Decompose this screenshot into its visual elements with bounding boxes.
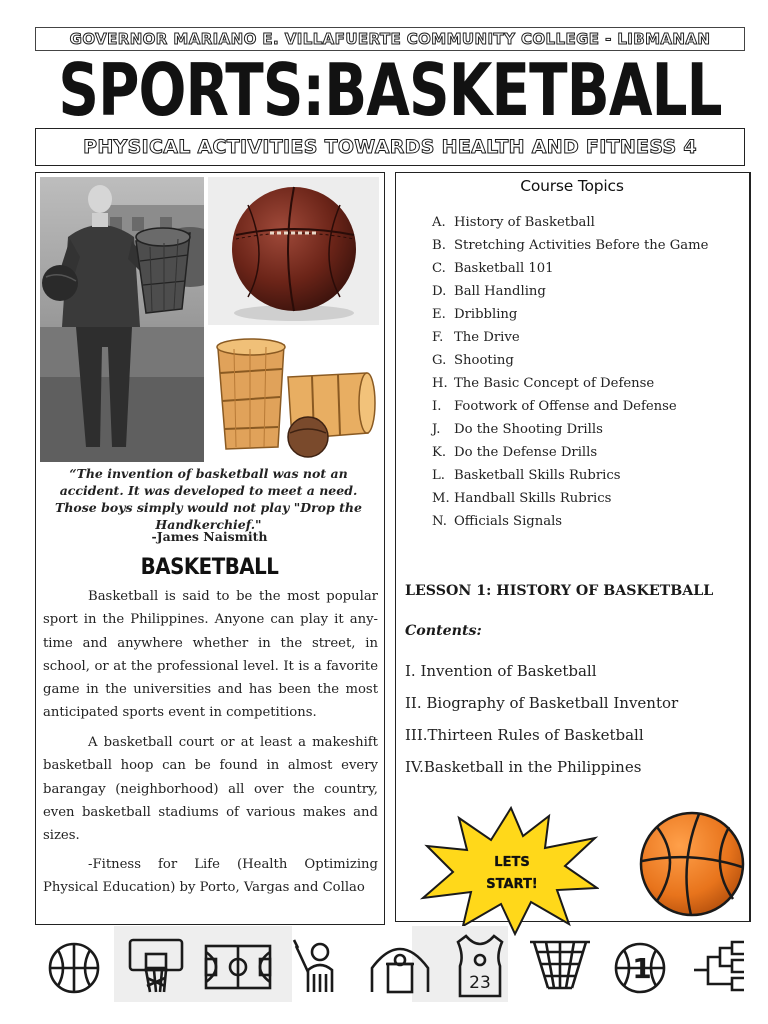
naismith-quote: “The invention of basketball was not an accident. It was developed to meet a need. Those boys simply would not play "Drop the Handkerchief." (55, 466, 362, 532)
lets-start-line2: START! (486, 877, 538, 892)
topic-item (432, 418, 708, 441)
topic-item (432, 395, 708, 418)
topic-text: Basketball Skills Rubrics (454, 468, 621, 483)
college-name-banner: GOVERNOR MARIANO E. VILLAFUERTE COMMUNITY COLLEGE - LIBMANAN (35, 27, 745, 51)
topic-item (432, 303, 708, 326)
jersey-icon (444, 930, 516, 1002)
topic-item (432, 280, 708, 303)
backboard-hoop-icon (120, 930, 192, 1002)
ball-number-icon (604, 930, 676, 1002)
referee-icon (284, 930, 356, 1002)
court-paragraph: A basketball court or at least a makeshift basketball hoop can be found in almost every barangay (neighborhood) all over the country, even basketball stadiums of various makes and sizes. (43, 735, 378, 844)
topic-text: Footwork of Offense and Defense (454, 399, 677, 414)
ball-number: 1 (632, 952, 652, 985)
introduction-panel (35, 172, 385, 925)
topic-text: Do the Defense Drills (454, 445, 598, 460)
topic-item (432, 464, 708, 487)
topic-text: Ball Handling (454, 284, 546, 299)
topic-text: Handball Skills Rubrics (454, 491, 612, 506)
lesson-title: LESSON 1: HISTORY OF BASKETBALL (405, 583, 714, 599)
topic-letter: B. (432, 238, 446, 253)
topic-text: The Drive (454, 330, 520, 345)
contents-item: II. Biography of Basketball Inventor (405, 694, 679, 712)
key-zone-icon (364, 930, 436, 1002)
topic-item (432, 326, 708, 349)
course-topics-heading: Course Topics (520, 177, 624, 195)
naismith-photo (40, 177, 204, 462)
topic-item (432, 257, 708, 280)
topic-text: Shooting (454, 353, 514, 368)
topic-letter: L. (432, 468, 445, 483)
section-heading-basketball: BASKETBALL (140, 555, 279, 580)
topic-text: History of Basketball (454, 215, 595, 230)
basketball-icon (38, 930, 110, 1002)
lesson-contents-list (405, 655, 678, 783)
source-citation: -Fitness for Life (Health Optimizing Physical Education) by Porto, Vargas and Collao (43, 857, 378, 896)
lets-start-label (477, 852, 547, 896)
topic-item (432, 441, 708, 464)
basketball-icon-strip (30, 928, 760, 1004)
topic-letter: K. (432, 445, 447, 460)
quote-author: -James Naismith (151, 529, 268, 544)
topic-item (432, 211, 708, 234)
basketball-graphic (639, 811, 745, 921)
topic-item (432, 372, 708, 395)
topic-text: Basketball 101 (454, 261, 554, 276)
course-topics-panel (395, 172, 751, 922)
net-icon (524, 930, 596, 1002)
topic-letter: C. (432, 261, 446, 276)
jersey-number: 23 (469, 973, 491, 993)
topic-text: Do the Shooting Drills (454, 422, 603, 437)
court-icon (202, 930, 274, 1002)
vintage-ball-photo (208, 177, 379, 325)
contents-label: Contents: (405, 623, 482, 639)
peach-baskets-photo (208, 329, 379, 462)
topic-letter: N. (432, 514, 447, 529)
topic-letter: H. (432, 376, 448, 391)
topic-letter: A. (432, 215, 446, 230)
lets-start-burst (419, 806, 599, 936)
contents-item: IV.Basketball in the Philippines (405, 758, 642, 776)
topic-item (432, 487, 708, 510)
topic-letter: E. (432, 307, 446, 322)
topic-letter: D. (432, 284, 447, 299)
photo-collage (40, 177, 379, 462)
topic-letter: F. (432, 330, 444, 345)
topic-text: Officials Signals (454, 514, 563, 529)
topic-item (432, 510, 708, 533)
topic-text: Dribbling (454, 307, 518, 322)
contents-item: I. Invention of Basketball (405, 662, 597, 680)
topic-letter: M. (432, 491, 450, 506)
topic-text: Stretching Activities Before the Game (454, 238, 709, 253)
lets-start-line1: LETS (494, 855, 530, 870)
topic-item (432, 234, 708, 257)
topic-letter: I. (432, 399, 442, 414)
bracket-icon (684, 930, 756, 1002)
contents-item: III.Thirteen Rules of Basketball (405, 726, 644, 744)
topic-item (432, 349, 708, 372)
page-title: SPORTS:BASKETBALL (58, 48, 722, 132)
topic-letter: J. (432, 422, 441, 437)
course-subtitle-banner: PHYSICAL ACTIVITIES TOWARDS HEALTH AND FITNESS 4 (35, 128, 745, 166)
intro-paragraph: Basketball is said to be the most popular sport in the Philippines. Anyone can play it any-time and anywhere whether in the street, in school, or at the professional level. It is a favorite game in the universities and has been the most anticipated sports event in competitions. (43, 589, 378, 721)
course-topics-list (432, 211, 708, 533)
topic-text: The Basic Concept of Defense (454, 376, 655, 391)
topic-letter: G. (432, 353, 447, 368)
